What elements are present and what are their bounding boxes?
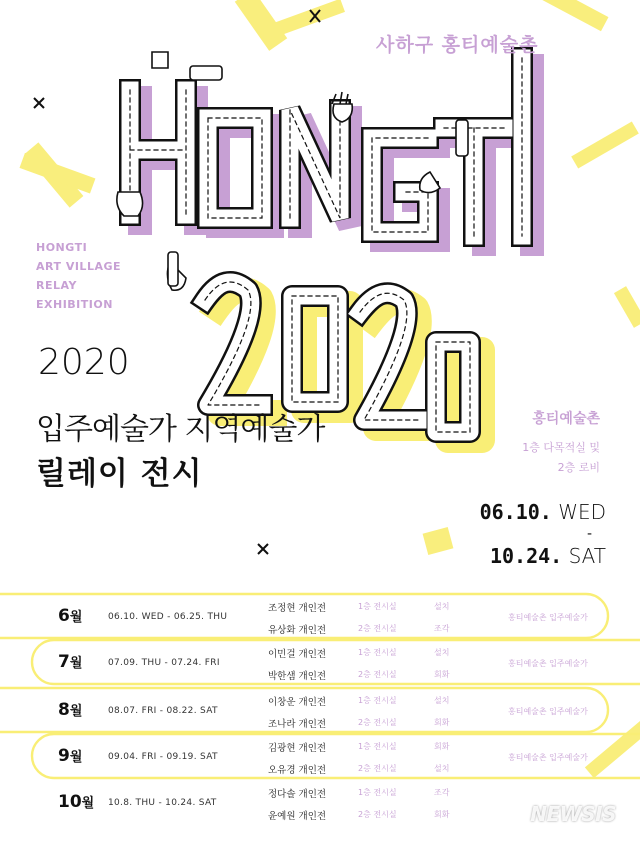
schedule-note: 홍티예술촌 입주예술가 bbox=[508, 659, 588, 668]
schedule-date-range: 09.04. FRI - 09.19. SAT bbox=[108, 752, 218, 762]
venue-line: 1층 다목적실 및 bbox=[522, 441, 600, 454]
schedule-medium: 회화 bbox=[434, 810, 450, 819]
start-date bbox=[480, 500, 606, 524]
schedule-date-range: 07.09. THU - 07.24. FRI bbox=[108, 658, 220, 668]
subtitle-line-1: 입주예술가 지역예술가 bbox=[36, 412, 325, 447]
subtitle-line-2: 릴레이 전시 bbox=[36, 456, 203, 492]
venue-line: 2층 로비 bbox=[557, 461, 600, 474]
schedule-artist: 윤예원 개인전 bbox=[268, 811, 327, 822]
schedule-medium: 설치 bbox=[434, 648, 450, 657]
relay-line: HONGTI bbox=[36, 241, 88, 254]
schedule-month bbox=[58, 700, 82, 720]
schedule-month-unit: 월 bbox=[69, 656, 83, 671]
end-date-day: SAT bbox=[568, 544, 606, 568]
relay-line: RELAY bbox=[36, 279, 77, 292]
schedule-month bbox=[58, 792, 94, 812]
schedule-date-range: 08.07. FRI - 08.22. SAT bbox=[108, 706, 218, 716]
schedule-month-number: 6 bbox=[58, 606, 70, 626]
schedule-medium: 설치 bbox=[434, 602, 450, 611]
schedule-medium: 회화 bbox=[434, 742, 450, 751]
schedule-floor: 1층 전시실 bbox=[358, 788, 397, 797]
end-date bbox=[490, 544, 606, 568]
schedule-artist: 조나라 개인전 bbox=[268, 719, 327, 730]
schedule-floor: 1층 전시실 bbox=[358, 648, 397, 657]
schedule-month-unit: 월 bbox=[69, 610, 83, 625]
schedule-medium: 설치 bbox=[434, 696, 450, 705]
end-date-number: 10.24. bbox=[489, 544, 563, 568]
schedule-floor: 1층 전시실 bbox=[358, 696, 397, 705]
schedule-floor: 1층 전시실 bbox=[358, 602, 397, 611]
year-heading: 2020 bbox=[38, 342, 130, 383]
schedule-floor: 2층 전시실 bbox=[358, 624, 397, 633]
schedule-month-unit: 월 bbox=[81, 796, 95, 811]
schedule-medium: 회화 bbox=[434, 670, 450, 679]
schedule-month-number: 8 bbox=[58, 700, 70, 720]
schedule-floor: 2층 전시실 bbox=[358, 718, 397, 727]
schedule-note: 홍티예술촌 입주예술가 bbox=[508, 613, 588, 622]
schedule-artist: 박한샘 개인전 bbox=[268, 671, 327, 682]
schedule-month bbox=[58, 652, 82, 672]
schedule-month-number: 9 bbox=[58, 746, 70, 766]
schedule-month-number: 7 bbox=[58, 652, 70, 672]
date-separator: - bbox=[586, 526, 592, 542]
schedule-artist: 이창운 개인전 bbox=[268, 697, 327, 708]
schedule-medium: 회화 bbox=[434, 718, 450, 727]
schedule-month bbox=[58, 606, 82, 626]
schedule-medium: 조각 bbox=[434, 788, 450, 797]
schedule-floor: 2층 전시실 bbox=[358, 670, 397, 679]
schedule-note: 홍티예술촌 입주예술가 bbox=[508, 753, 588, 762]
schedule-note: 홍티예술촌 입주예술가 bbox=[508, 707, 588, 716]
relay-line: EXHIBITION bbox=[36, 298, 113, 311]
schedule-month-unit: 월 bbox=[69, 704, 83, 719]
venue-name: 홍티예술촌 bbox=[532, 411, 600, 427]
schedule-artist: 유상화 개인전 bbox=[268, 625, 327, 636]
hongti-title-art bbox=[130, 58, 532, 244]
schedule-medium: 조각 bbox=[434, 624, 450, 633]
venue-block bbox=[522, 408, 600, 478]
schedule-date-range: 06.10. WED - 06.25. THU bbox=[108, 612, 228, 622]
brand-korean: 사하구 홍티예술촌 bbox=[376, 34, 539, 56]
start-date-number: 06.10. bbox=[479, 500, 552, 524]
schedule-date-range: 10.8. THU - 10.24. SAT bbox=[108, 798, 217, 808]
start-date-day: WED bbox=[558, 500, 606, 524]
schedule-artist: 오유경 개인전 bbox=[268, 765, 327, 776]
relay-exhibition-english bbox=[36, 238, 121, 314]
schedule-floor: 2층 전시실 bbox=[358, 764, 397, 773]
schedule-artist: 김광현 개인전 bbox=[268, 743, 327, 754]
schedule-artist: 이민걸 개인전 bbox=[268, 649, 327, 660]
newsis-watermark: NEWSIS bbox=[530, 802, 616, 826]
schedule-medium: 설치 bbox=[434, 764, 450, 773]
schedule-floor: 2층 전시실 bbox=[358, 810, 397, 819]
schedule-month-unit: 월 bbox=[69, 750, 83, 765]
schedule-artist: 정다솔 개인전 bbox=[268, 789, 327, 800]
schedule-artist: 조정현 개인전 bbox=[268, 603, 327, 614]
schedule-month bbox=[58, 746, 82, 766]
schedule-month-number: 10 bbox=[58, 792, 82, 812]
relay-line: ART VILLAGE bbox=[36, 260, 122, 273]
schedule-floor: 1층 전시실 bbox=[358, 742, 397, 751]
